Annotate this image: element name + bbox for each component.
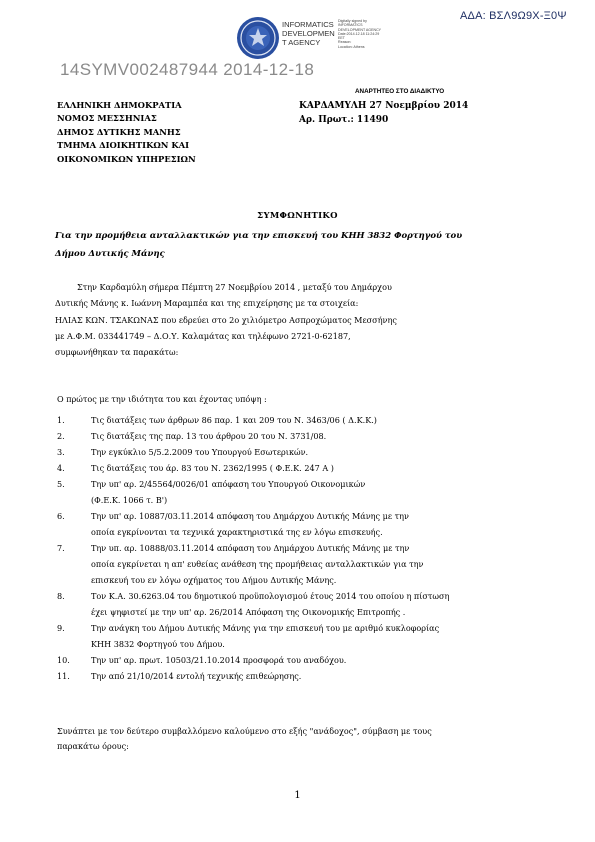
list-item [57, 444, 517, 460]
list-item-line: (Φ.Ε.Κ. 1066 τ. Β') [91, 495, 168, 505]
signature-meta-line: EET [338, 36, 345, 41]
list-item [57, 508, 517, 540]
list-item [57, 428, 517, 444]
list-item [57, 540, 517, 588]
list-item-text [91, 412, 377, 428]
list-item-number: 9. [57, 623, 65, 633]
considerations-list [57, 412, 517, 684]
preamble-line: Στην Καρδαμύλη σήμερα Πέμπτη 27 Νοεμβρίου 2014 , μεταξύ του Δημάρχου [77, 282, 392, 292]
digital-signature-details [338, 19, 381, 49]
signature-meta-line: Location: Athens [338, 44, 365, 49]
signature-meta-line: INFORMATICS [338, 23, 363, 28]
list-item [57, 476, 517, 508]
protocol-number: Αρ. Πρωτ.: 11490 [299, 115, 389, 125]
list-item-number: 3. [57, 447, 65, 457]
list-item [57, 652, 517, 668]
list-item-line: Τις διατάξεις του άρ. 83 του Ν. 2362/1995 ( Φ.Ε.Κ. 247 Α ) [91, 463, 334, 473]
list-item-number: 8. [57, 591, 65, 601]
document-title: ΣΥΜΦΩΝΗΤΙΚΟ [257, 211, 338, 221]
signature-meta-line: Reason: [338, 40, 352, 45]
list-item [57, 668, 517, 684]
list-item-text [91, 460, 334, 476]
list-item-number: 10. [57, 655, 70, 665]
list-item [57, 460, 517, 476]
document-subject [55, 227, 505, 263]
preamble-line: ΗΛΙΑΣ ΚΩΝ. ΤΣΑΚΩΝΑΣ που εδρεύει στο 2ο χιλιόμετρο Ασπροχώματος Μεσσήνης [55, 314, 397, 325]
issuer-line: ΟΙΚΟΝΟΜΙΚΩΝ ΥΠΗΡΕΣΙΩΝ [57, 153, 196, 164]
list-item-text [91, 444, 308, 460]
list-item-text [91, 476, 365, 508]
agency-name-line: INFORMATICS [282, 20, 334, 29]
list-item-text [91, 620, 439, 652]
agency-name-line: T AGENCY [282, 38, 321, 47]
issuer-line: ΔΗΜΟΣ ΔΥΤΙΚΗΣ ΜΑΝΗΣ [57, 126, 181, 137]
list-item-number: 7. [57, 543, 65, 553]
list-item-line: επισκευή του εν λόγω οχήματος του Δήμου Δυτικής Μάνης. [91, 575, 337, 585]
preamble-line: με Α.Φ.Μ. 033441749 – Δ.Ο.Υ. Καλαμάτας και τηλέφωνο 2721-0-62187, [55, 330, 351, 341]
preamble-line: Δυτικής Μάνης κ. Ιωάννη Μαραμπέα και της επιχείρησης με τα στοιχεία: [55, 298, 359, 309]
closing-line: Συνάπτει με τον δεύτερο συμβαλλόμενο καλούμενο στο εξής "ανάδοχος", σύμβαση με τους [57, 726, 432, 736]
list-item-line: Την από 21/10/2014 εντολή τεχνικής επιθεώρησης. [91, 671, 302, 681]
posted-online-label: ΑΝΑΡΤΗΤΕΟ ΣΤΟ ΔΙΑΔΙΚΤΥΟ [355, 88, 445, 95]
list-item-line: Την ανάγκη του Δήμου Δυτικής Μάνης για την επισκευή του με αριθμό κυκλοφορίας [91, 623, 440, 633]
subject-line: Δήμου Δυτικής Μάνης [55, 249, 165, 259]
subject-line: Για την προμήθεια ανταλλακτικών για την επισκευή του ΚΗΗ 3832 Φορτηγού του [55, 231, 463, 241]
national-emblem-seal [236, 16, 280, 60]
list-item-text [91, 540, 423, 588]
list-item-line: Την υπ' αρ. 10887/03.11.2014 απόφαση του Δημάρχου Δυτικής Μάνης με την [91, 511, 409, 521]
list-item-line: οποία εγκρίνεται η απ' ευθείας ανάθεση της προμήθειας ανταλλακτικών για την [91, 559, 424, 569]
signature-meta-line: Date:2014.12.18 11:24:29 [338, 31, 380, 36]
list-item-line: Την υπ. αρ. 10888/03.11.2014 απόφαση του Δημάρχου Δυτικής Μάνης με την [91, 543, 410, 553]
list-item-line: ΚΗΗ 3832 Φορτηγού του Δήμου. [91, 639, 225, 649]
list-item [57, 588, 517, 620]
list-item-text [91, 588, 449, 620]
list-item [57, 412, 517, 428]
closing-paragraph [57, 724, 517, 754]
closing-line: παρακάτω όρους: [57, 741, 129, 751]
signature-meta-line: Digitally signed by [338, 19, 367, 23]
list-item-number: 6. [57, 511, 65, 521]
signature-meta-line: DEVELOPMENT AGENCY [338, 27, 382, 32]
list-item-number: 2. [57, 431, 65, 441]
list-item-line: Τις διατάξεις της παρ. 13 του άρθρου 20 του Ν. 3731/08. [91, 431, 327, 441]
agency-name-line: DEVELOPMEN [282, 29, 335, 38]
list-item-line: έχει ψηφιστεί με την υπ' αρ. 26/2014 Απόφαση της Οικονομικής Επιτροπής . [91, 607, 406, 617]
place-date-block [299, 99, 468, 127]
issuer-line: ΕΛΛΗΝΙΚΗ ΔΗΜΟΚΡΑΤΙΑ [57, 100, 182, 110]
list-item-number: 11. [57, 671, 70, 681]
list-item-number: 5. [57, 479, 65, 489]
document-id-watermark: 14SYMV002487944 2014-12-18 [60, 60, 315, 79]
issuer-block [57, 99, 196, 166]
list-item-line: οποία εγκρίνονται τα τεχνικά χαρακτηριστικά της εν λόγω επισκευής. [91, 527, 383, 537]
list-item-number: 1. [57, 415, 65, 425]
considerations-intro: Ο πρώτος με την ιδιότητα του και έχοντας υπόψη : [57, 394, 267, 404]
preamble-paragraph [55, 279, 515, 360]
place-date: ΚΑΡΔΑΜΥΛΗ 27 Νοεμβρίου 2014 [299, 101, 469, 111]
signing-agency-name [282, 20, 335, 47]
issuer-line: ΤΜΗΜΑ ΔΙΟΙΚΗΤΙΚΩΝ ΚΑΙ [57, 140, 190, 151]
list-item [57, 620, 517, 652]
ada-code: ΑΔΑ: ΒΣΛ9Ω9Χ-Ξ0Ψ [460, 10, 567, 22]
list-item-line: Τις διατάξεις των άρθρων 86 παρ. 1 και 209 του Ν. 3463/06 ( Δ.Κ.Κ.) [91, 415, 377, 425]
list-item-line: Τον Κ.Α. 30.6263.04 του δημοτικού προϋπολογισμού έτους 2014 του οποίου η πίστωση [91, 591, 450, 601]
list-item-text [91, 652, 346, 668]
list-item-line: Την υπ' αρ. 2/45564/0026/01 απόφαση του Υπουργού Οικονομικών [91, 479, 366, 489]
list-item-text [91, 508, 409, 540]
page-number: 1 [294, 790, 301, 801]
list-item-line: Την υπ' αρ. πρωτ. 10503/21.10.2014 προσφορά του αναδόχου. [91, 655, 347, 665]
preamble-line: συμφωνήθηκαν τα παρακάτω: [55, 347, 179, 358]
list-item-line: Την εγκύκλιο 5/5.2.2009 του Υπουργού Εσωτερικών. [91, 447, 309, 457]
list-item-number: 4. [57, 463, 65, 473]
list-item-text [91, 668, 301, 684]
list-item-text [91, 428, 326, 444]
issuer-line: ΝΟΜΟΣ ΜΕΣΣΗΝΙΑΣ [57, 113, 157, 124]
